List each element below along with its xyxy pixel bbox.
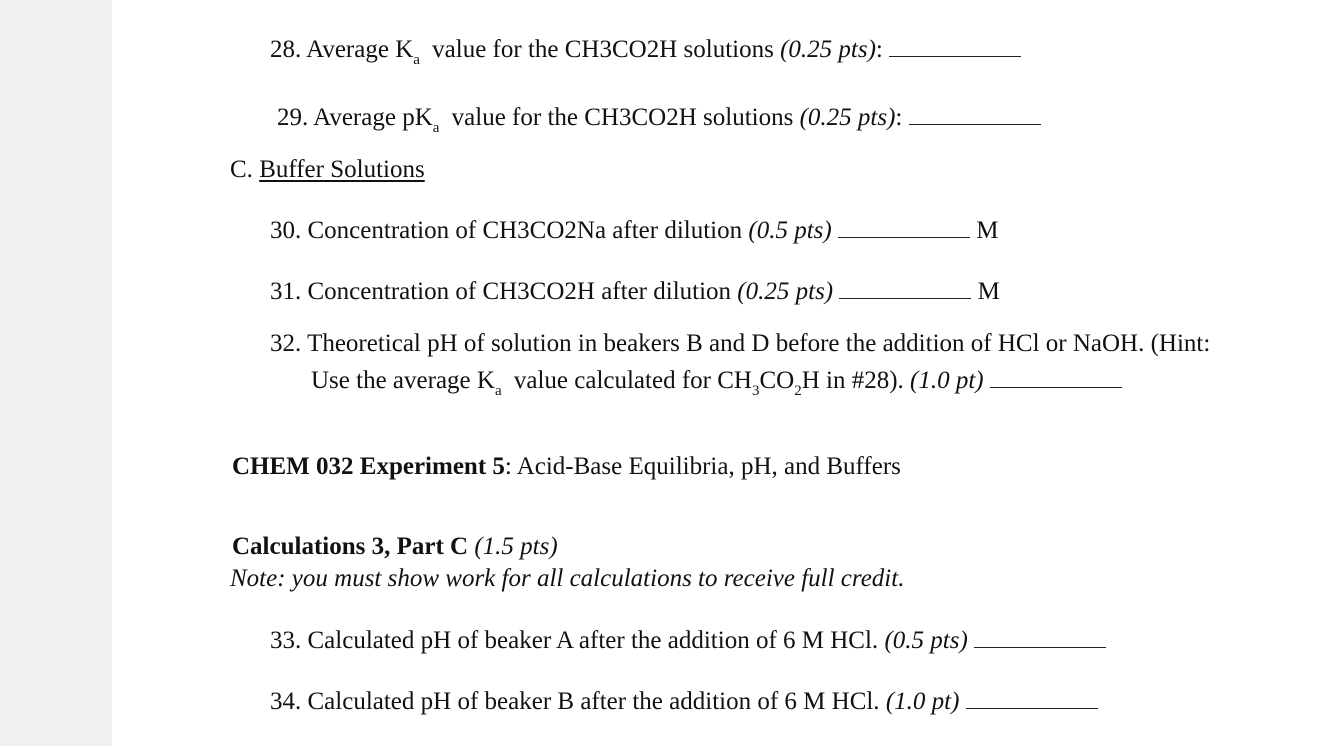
calculations-note: Note: you must show work for all calculations to receive full credit.: [230, 565, 905, 592]
question-32-line-1: [270, 329, 1210, 359]
points-label: (0.25 pts): [780, 36, 876, 63]
experiment-heading: [232, 452, 901, 482]
colon: :: [895, 104, 903, 131]
points-label: (0.25 pts): [737, 278, 834, 305]
question-28: [270, 35, 1021, 68]
question-29: [277, 103, 1041, 136]
calculations-title: Calculations 3, Part C: [232, 533, 469, 560]
question-number: 30.: [270, 217, 302, 244]
section-heading: [230, 155, 425, 185]
answer-blank[interactable]: [838, 219, 970, 238]
question-text: value for the CH3CO2H solutions: [432, 36, 774, 63]
question-number: 33.: [270, 627, 302, 654]
question-text: value calculated for CH: [513, 367, 752, 394]
question-text: Average K: [306, 36, 414, 63]
answer-blank[interactable]: [889, 38, 1021, 57]
points-label: (0.25 pts): [799, 104, 896, 131]
question-number: 31.: [270, 278, 302, 305]
question-31: [270, 277, 1000, 307]
experiment-subtitle: : Acid-Base Equilibria, pH, and Buffers: [504, 453, 901, 480]
question-34: [270, 687, 1098, 717]
subscript: a: [413, 52, 420, 68]
subscript: 3: [751, 383, 760, 399]
points-label: (1.0 pt): [910, 367, 984, 394]
question-text: Use the average K: [311, 367, 495, 394]
points-label: (1.5 pts): [474, 533, 558, 560]
question-number: 34.: [270, 688, 302, 715]
points-label: (0.5 pts): [748, 217, 832, 244]
question-30: [270, 216, 998, 246]
question-number: 29.: [277, 104, 309, 131]
question-text: Calculated pH of beaker A after the addition of 6 M HCl.: [307, 627, 879, 654]
question-text: Concentration of CH3CO2H after dilution: [307, 278, 732, 305]
subscript: 2: [794, 383, 802, 399]
unit-label: M: [976, 217, 999, 244]
question-text: Concentration of CH3CO2Na after dilution: [307, 217, 743, 244]
experiment-title: CHEM 032 Experiment 5: [232, 453, 505, 480]
points-label: (0.5 pts): [884, 627, 968, 654]
question-33: [270, 626, 1106, 656]
unit-label: M: [977, 278, 1000, 305]
question-number: 28.: [270, 36, 302, 63]
question-32-line-2: [311, 366, 1122, 399]
section-letter: C.: [230, 156, 253, 183]
colon: :: [875, 36, 883, 63]
answer-blank[interactable]: [909, 106, 1041, 125]
document-page: [112, 0, 1342, 746]
section-title: Buffer Solutions: [259, 156, 425, 183]
question-text: Calculated pH of beaker B after the addition of 6 M HCl.: [307, 688, 880, 715]
subscript: a: [494, 383, 502, 399]
answer-blank[interactable]: [974, 629, 1106, 648]
subscript: a: [432, 120, 440, 136]
question-number: 32.: [270, 330, 302, 357]
question-text: H in #28).: [801, 367, 904, 394]
answer-blank[interactable]: [990, 369, 1122, 388]
points-label: (1.0 pt): [885, 688, 960, 715]
answer-blank[interactable]: [839, 280, 971, 299]
question-text: CO: [759, 367, 795, 394]
question-text: Average pK: [313, 104, 433, 131]
question-text: Theoretical pH of solution in beakers B and D before the addition of HCl or NaOH. (Hint:: [307, 330, 1211, 357]
calculations-heading: [232, 532, 558, 562]
question-text: value for the CH3CO2H solutions: [451, 104, 794, 131]
answer-blank[interactable]: [966, 690, 1098, 709]
